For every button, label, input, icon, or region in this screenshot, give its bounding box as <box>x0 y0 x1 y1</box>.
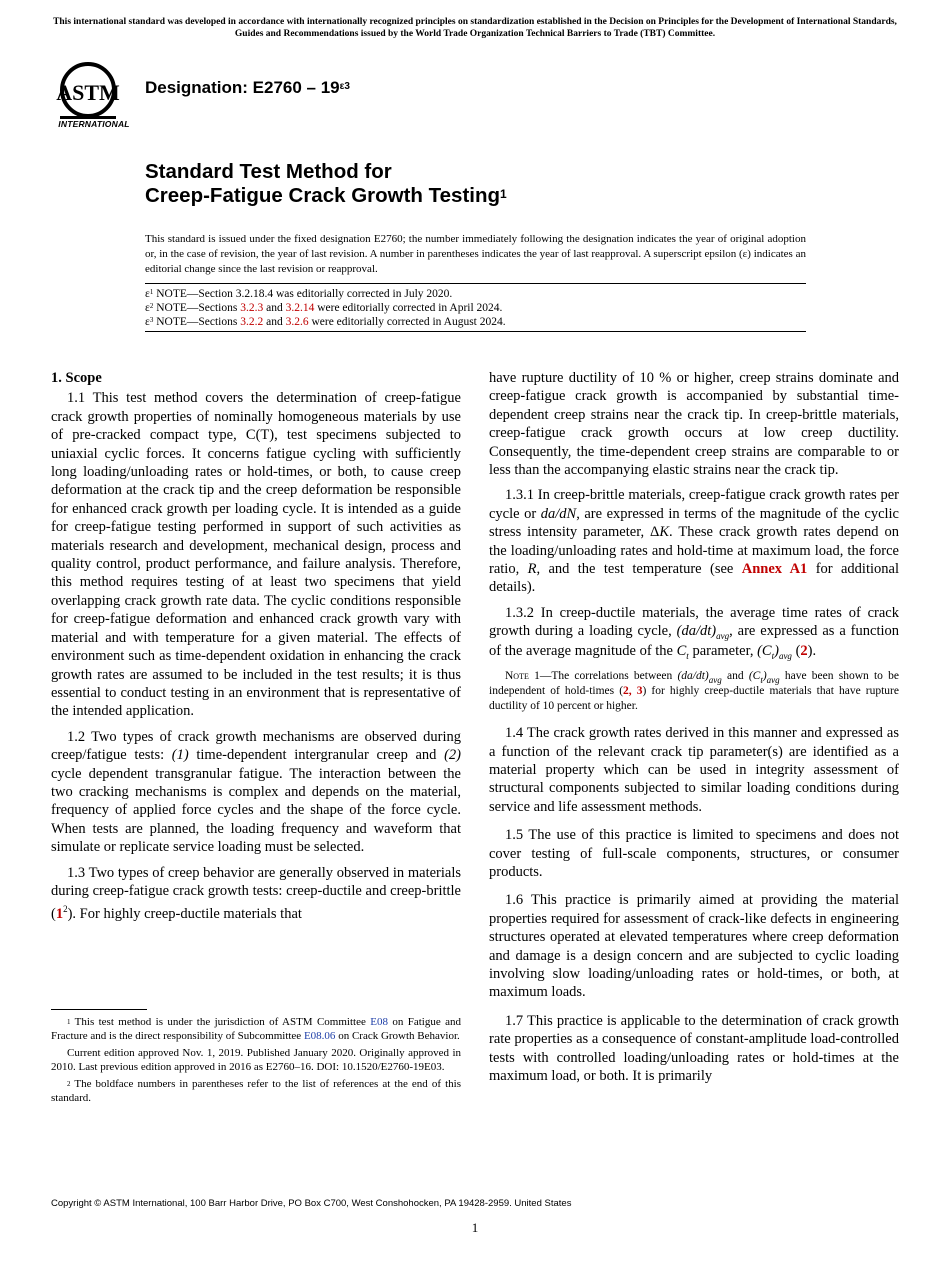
page-number: 1 <box>471 1220 479 1235</box>
left-column <box>51 369 461 924</box>
page-title <box>145 160 507 208</box>
section-heading-scope: 1. Scope <box>51 370 102 386</box>
footnote-2: $^2$ The boldface numbers in parentheses refer to the list of references at the end of this standard. <box>51 1078 461 1104</box>
note-1: Note 1—The correlations between $(da/dt)_{avg}$ and $(C_t)_{avg}$ have been shown to be independent of hold-times (2, 3) for highly creep-ductile materials that have rupture ductility of 10 percent or higher. <box>489 670 899 713</box>
divider-bottom <box>145 331 806 332</box>
paragraph-1-1: 1.1 This test method covers the determination of creep-fatigue crack growth properties of nominally homogeneous materials by use of pre-cracked compact type, C(T), test specimens subjected to uniaxial cyclic forces. It concerns fatigue cycling with sufficiently long loading/unloading rates or hold-times, or both, to cause creep deformation at the crack tip and the creep deformation be responsible for enhanced crack growth per loading cycle. It is intended as a guide for creep-fatigue testing performed in support of such activities as materials research and development, mechanical design, process and quality control, product performance, and failure analysis. Therefore, this method requires testing of at least two specimens that yield overlapping crack growth rate data. The cyclic conditions responsible for creep-fatigue deformation and enhanced crack growth vary with material and with temperature for a given material. The effects of environment such as time-dependent oxidation in enhancing the crack growth rates are assumed to be included in the test results; it is thus essential to conduct testing in an environment that is representative of the intended application. <box>51 390 461 720</box>
title-line-1: Standard Test Method for <box>145 160 392 183</box>
section-link-3-2-2[interactable]: 3.2.2 <box>240 316 264 328</box>
title-line-2: Creep-Fatigue Crack Growth Testing <box>145 184 501 207</box>
subcommittee-link-e08-06[interactable]: E08.06 <box>303 1030 336 1042</box>
reference-link-2[interactable]: 2 <box>800 642 808 659</box>
designation <box>145 78 350 98</box>
annex-link-a1[interactable]: Annex A1 <box>741 561 808 578</box>
reference-link-2-3[interactable]: 2, 3 <box>623 685 643 698</box>
editorial-note-3: $\varepsilon^3$ NOTE—Sections 3.2.2 and 3.2.6 were editorially corrected in August 2024. <box>145 316 506 328</box>
footnote-ref-2: 2 <box>63 904 68 915</box>
section-link-3-2-3[interactable]: 3.2.3 <box>240 302 264 314</box>
paragraph-1-2: 1.2 Two types of crack growth mechanisms are observed during creep/fatigue tests: (1) time-dependent intergranular creep and (2) cycle dependent transgranular fatigue. The interaction between the two cracking mechanisms is complex and depends on the material, frequency of applied force cycles and the shape of the force cycle. When tests are planned, the loading frequency and waveform that simulate or replicate service loading must be selected. <box>51 728 461 856</box>
editorial-note-2: $\varepsilon^2$ NOTE—Sections 3.2.3 and 3.2.14 were editorially corrected in April 2024. <box>145 302 503 314</box>
paragraph-1-5: 1.5 The use of this practice is limited to specimens and does not cover testing of full-scale components, structures, or consumer products. <box>489 827 899 880</box>
standardization-notice: This international standard was developed in accordance with internationally recognized principles on standardization established in the Decision on Principles for the Development of International Standards, Guides and Recommendations issued by the World Trade Organization Technical Barriers to Trade (TBT) Committee. <box>53 17 897 39</box>
paragraph-1-3-continued: have rupture ductility of 10 % or higher, creep strains dominate and creep-fatigue crack growth is accompanied by substantial time-dependent creep strains near the crack tip. In creep-brittle materials, creep-fatigue crack growth occurs at low creep ductility. Consequently, the time-dependent creep strains are comparable to or less than the accompanying elastic strains near the crack tip. <box>489 370 899 479</box>
committee-link-e08[interactable]: E08 <box>370 1016 388 1028</box>
section-link-3-2-14[interactable]: 3.2.14 <box>285 302 315 314</box>
copyright-notice: Copyright © ASTM International, 100 Barr Harbor Drive, PO Box C700, West Conshohocken, PA 19428-2959. United States <box>51 1198 572 1209</box>
paragraph-1-3-2: 1.3.2 In creep-ductile materials, the average time rates of crack growth during a loading cycle, $(da/dt)_{avg}$, are expressed as a function of the average magnitude of the $C_t$ parameter, $(C_t)_{avg}$ (2). <box>489 604 899 661</box>
footnote-divider <box>51 1009 147 1010</box>
paragraph-1-3-1: 1.3.1 In creep-brittle materials, creep-fatigue crack growth rates per cycle or da/dN, are expressed in terms of the magnitude of the cyclic stress intensity parameter, ΔK. These crack growth rates depend on the loading/unloading rates and hold-time at maximum load, the force ratio, R, and the test temperature (see Annex A1 for additional details). <box>489 487 899 596</box>
section-link-3-2-6[interactable]: 3.2.6 <box>285 316 309 328</box>
editorial-notes <box>145 287 806 329</box>
paragraph-1-6: 1.6 This practice is primarily aimed at providing the material properties required for assessment of crack-like defects in engineering structures operated at elevated temperatures where creep deformation and damage is a design concern and are subjected to cyclic loading involving slow loading/unloading rates or hold-times, or both, at maximum loads. <box>489 892 899 1001</box>
title-footnote-ref: 1 <box>500 187 507 201</box>
issue-statement: This standard is issued under the fixed designation E2760; the number immediately following the designation indicates the year of original adoption or, in the case of revision, the year of last revision. A number in parentheses indicates the year of last reapproval. A superscript epsilon (ε) indicates an editorial change since the last revision or reapproval. <box>145 233 806 275</box>
paragraph-1-3: 1.3 Two types of creep behavior are generally observed in materials during creep-fatigue crack growth tests: creep-ductile and creep-brittle $(1^2)$. For highly creep-ductile materials that <box>51 864 461 923</box>
footnotes <box>51 1015 461 1108</box>
editorial-note-1: $\varepsilon^1$ NOTE—Section 3.2.18.4 was editorially corrected in July 2020. <box>145 288 453 300</box>
logo-mark-text: ASTM <box>56 80 120 105</box>
footnote-1-edition: Current edition approved Nov. 1, 2019. Published January 2020. Originally approved in 2010. Last previous edition approved in 2016 as E2760–16. DOI: 10.1520/E2760-19E03. <box>51 1047 461 1073</box>
right-column <box>489 369 899 1085</box>
paragraph-1-7: 1.7 This practice is applicable to the determination of crack growth rate properties as a consequence of constant-amplitude load-controlled tests with controlled loading/unloading rates or hold-times at the maximum load, or both. It is primarily <box>489 1012 899 1084</box>
divider-top <box>145 283 806 284</box>
paragraph-1-4: 1.4 The crack growth rates derived in this manner and expressed as a function of the relevant crack tip parameter(s) are identified as a material property which can be used in integrity assessment of structural components subjected to similar loading conditions during service and life assessment methods. <box>489 725 899 815</box>
designation-label: Designation: E2760 – 19 <box>145 78 340 97</box>
logo-caption: INTERNATIONAL <box>58 119 130 129</box>
reference-link-1[interactable]: 1 <box>55 906 64 923</box>
footnote-1: $^1$ This test method is under the jurisdiction of ASTM Committee E08 on Fatigue and Fracture and is the direct responsibility of Subcommittee E08.06 on Crack Growth Behavior. <box>51 1016 461 1042</box>
designation-superscript: ε3 <box>339 81 350 92</box>
